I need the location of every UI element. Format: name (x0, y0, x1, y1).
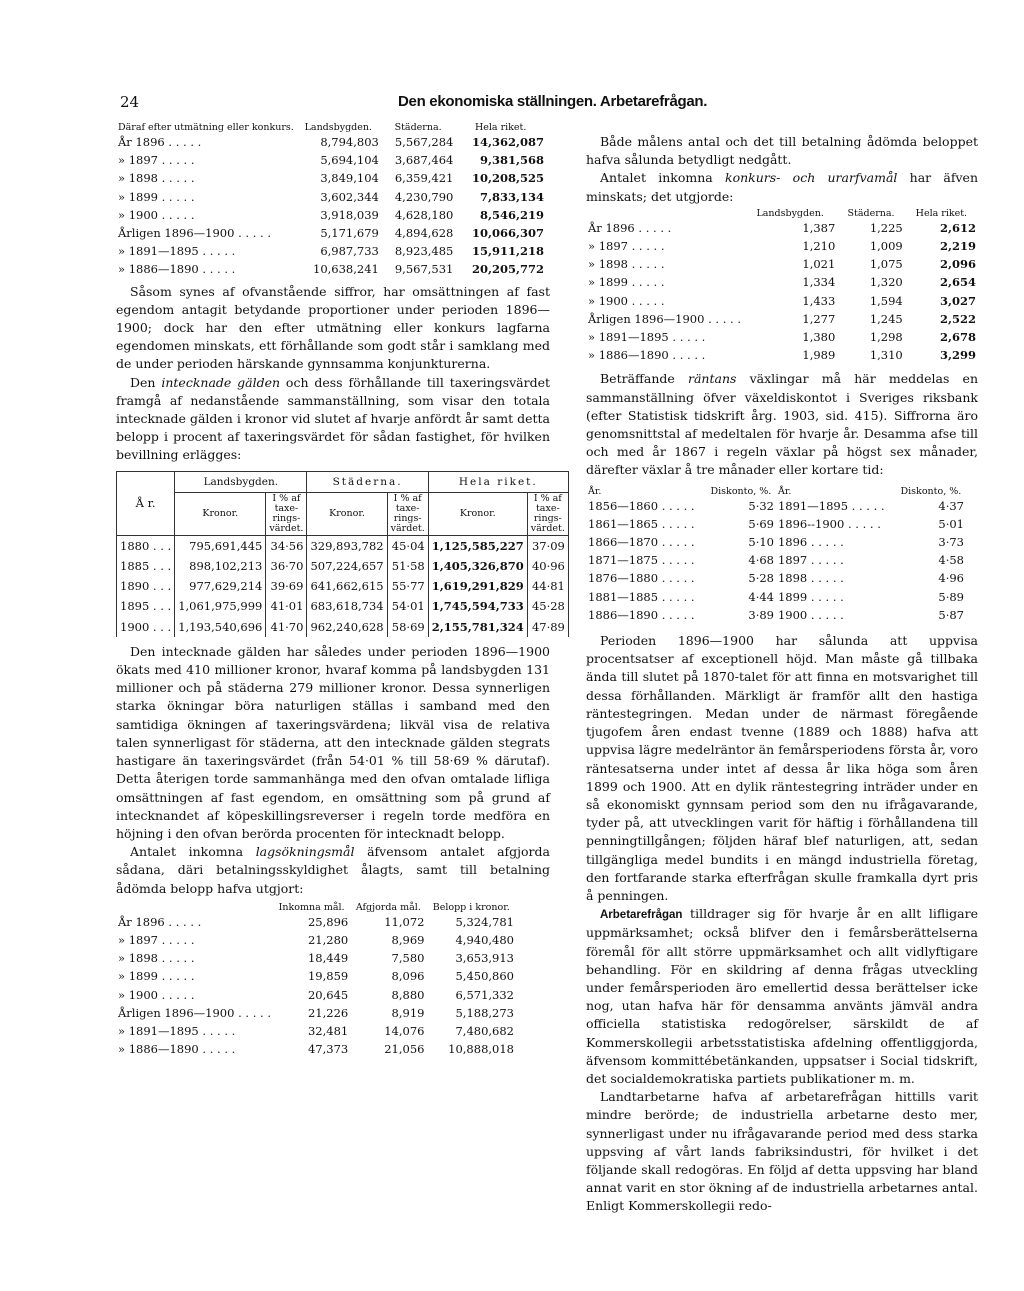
table-cell: 21,226 (307, 1005, 349, 1020)
table-cell: 5,567,284 (394, 135, 454, 149)
table-row (117, 596, 569, 616)
table-cell: 1,210 (802, 239, 836, 254)
table-cell: 3·89 (748, 607, 774, 622)
table-cell: 3·73 (938, 535, 964, 550)
row-label: 1880 . . . (117, 535, 175, 556)
table-cell: 3,918,039 (320, 207, 379, 222)
table-cell: 7,580 (391, 951, 425, 966)
table-cell: 1,075 (869, 257, 903, 272)
table-row (116, 986, 516, 1004)
table-row (116, 931, 516, 949)
table-row (116, 169, 546, 187)
row-label: 1895 . . . (117, 596, 175, 616)
table-row (586, 588, 966, 606)
table-row (116, 206, 546, 224)
table-cell: 2,096 (939, 257, 976, 272)
row-label: 1871—1875 . . . . . (588, 553, 695, 568)
table-cell: 15,911,218 (471, 244, 544, 259)
table-row (117, 617, 569, 637)
table-cell: 1,009 (869, 239, 903, 254)
table-row (116, 1022, 516, 1040)
row-label: 1891—1895 . . . . . (777, 498, 885, 513)
row-label: 1897 . . . . . (777, 553, 844, 568)
paragraph: Beträffande räntans växlingar må här meddelas en sammanställning öfver växeldiskontot i Sveriges riksbank (efter Statistisk tidskrift årg. 1903, sid. 415). Siffrorna äro genomsnittstal af medeltalen för hvarje år. Desamma afse till och med år 1867 i regeln växlar på högst sex månader, därefter växlar å tre månader eller kortare tid: (586, 371, 978, 478)
col-header: År. (588, 485, 602, 497)
table-cell: 5·32 (748, 498, 774, 513)
inteckning-table (116, 471, 569, 637)
row-label: » 1899 . . . . . (588, 275, 665, 290)
table-cell: 1,745,594,733 (428, 596, 527, 616)
row-label: » 1899 . . . . . (118, 969, 195, 984)
table-cell: 45·28 (527, 596, 568, 616)
table-cell: 8,546,219 (479, 207, 544, 222)
row-label: » 1900 . . . . . (118, 987, 195, 1002)
row-label: » 1900 . . . . . (118, 207, 195, 222)
table-cell: 4·68 (748, 553, 774, 568)
table-row (586, 569, 966, 587)
table-cell: 7,833,134 (479, 189, 544, 204)
table-cell: 507,224,657 (307, 556, 387, 576)
table-cell: 7,480,682 (455, 1023, 514, 1038)
table-cell: 21,280 (307, 932, 349, 947)
table-cell: 1,989 (802, 348, 836, 363)
row-label: 1900 . . . . . (777, 607, 844, 622)
col-header: Hela riket. (474, 122, 527, 133)
row-label: » 1897 . . . . . (588, 239, 665, 254)
row-label: » 1900 . . . . . (588, 293, 665, 308)
table-cell: 1,125,585,227 (428, 535, 527, 556)
paragraph: Både målens antal och det till betalning ådömda beloppet hafva sålunda betydligt nedgått. (586, 134, 978, 168)
table-cell: 45·04 (387, 535, 428, 556)
table-cell: 2,612 (939, 220, 976, 235)
table-cell: 6,571,332 (455, 987, 514, 1002)
col-header: I % af taxe-rings-värdet. (266, 492, 307, 535)
table-cell: 4,940,480 (455, 932, 514, 947)
table-cell: 1,277 (802, 311, 836, 326)
row-label: 1866—1870 . . . . . (588, 535, 695, 550)
table-cell: 18,449 (307, 951, 349, 966)
table-cell: 329,893,782 (307, 535, 387, 556)
table-cell: 34·56 (266, 535, 307, 556)
table-cell: 5·01 (938, 516, 964, 531)
table-row (586, 515, 966, 533)
table-cell: 3,849,104 (320, 171, 379, 186)
table-cell: 898,102,213 (175, 556, 266, 576)
table-cell: 54·01 (387, 596, 428, 616)
col-header: År. (777, 485, 792, 497)
col-header: Hela riket. (915, 207, 968, 219)
col-header: Landsbygden. (304, 122, 373, 133)
table-cell: 2,219 (939, 239, 976, 254)
row-label: » 1897 . . . . . (118, 153, 195, 168)
konkurs-table (586, 208, 978, 365)
table-cell: 47·89 (527, 617, 568, 637)
row-label: År 1896 . . . . . (118, 914, 202, 929)
paragraph: Landtarbetarne hafva af arbetarefrågan hittills varit mindre berörde; de industriella arbetarne desto mer, synnerligast under nu ifrågavarande period med dess starka uppsving af vårt lands fabriksindustri, för hvilket i det följande skall redogöras. En följd af detta uppsving har bland annat varit en stor ökning af de industriella arbetarnes antal. Enligt Kommerskollegii redo- (586, 1089, 978, 1214)
col-header: Kronor. (307, 492, 387, 535)
table-row (586, 497, 966, 515)
paragraph: Arbetarefrågan tilldrager sig för hvarje år en allt lifligare uppmärksamhet; också blifver den i femårsberättelserna föremål för allt större uppmärksamhet och allt vidlyftigare behandling. För en skildring af denna frågas utveckling under femårsperioden äro emellertid dessa berättelser icke nog, utan hafva här för densamma använts jämväl andra officiella statistiska redogörelser, särskildt de af Kommerskollegii arbetsstatistiska afdelning offentliggjorda, äfvensom kommittébetänkanden, uppsatser i Social tidskrift, det socialdemokratiska partiets publikationer m. m. (586, 906, 978, 1086)
table-row (586, 273, 978, 291)
table-cell: 1,380 (802, 330, 836, 345)
table-row (116, 1040, 516, 1058)
row-label: 1856—1860 . . . . . (588, 498, 695, 513)
row-label: » 1891—1895 . . . . . (118, 244, 236, 259)
table-cell: 962,240,628 (307, 617, 387, 637)
table-cell: 5·10 (748, 535, 774, 550)
table-cell: 1,225 (869, 220, 903, 235)
table-row (116, 967, 516, 985)
table-cell: 21,056 (384, 1042, 425, 1057)
table-row (116, 1004, 516, 1022)
table-cell: 41·70 (266, 617, 307, 637)
right-column (586, 133, 978, 1216)
table-row (116, 133, 546, 151)
table-cell: 2,155,781,324 (428, 617, 527, 637)
table-cell: 19,859 (307, 969, 349, 984)
table-row (586, 292, 978, 310)
row-label: 1886—1890 . . . . . (588, 607, 695, 622)
col-header: Landsbygden. (756, 207, 824, 219)
col-header: Landsbygden. (175, 471, 307, 492)
table-cell: 795,691,445 (175, 535, 266, 556)
table-row (586, 606, 966, 624)
table-cell: 9,567,531 (394, 262, 454, 277)
table-cell: 4·44 (748, 589, 774, 604)
table-cell: 37·09 (527, 535, 568, 556)
table-cell: 2,654 (939, 275, 976, 290)
table-row (117, 556, 569, 576)
row-label: 1900 . . . (117, 617, 175, 637)
table-row (586, 533, 966, 551)
table-cell: 25,896 (307, 914, 349, 929)
table-cell: 5,188,273 (455, 1005, 514, 1020)
table-cell: 5,171,679 (320, 226, 379, 241)
table-cell: 32,481 (307, 1023, 349, 1038)
table-cell: 11,072 (384, 914, 425, 929)
table-cell: 1,193,540,696 (175, 617, 266, 637)
table-cell: 14,362,087 (471, 135, 544, 149)
table-cell: 8,880 (391, 987, 425, 1002)
table-cell: 1,594 (869, 293, 903, 308)
col-header: I % af taxe-rings-värdet. (387, 492, 428, 535)
table-cell: 10,888,018 (448, 1042, 514, 1057)
table-cell: 5·69 (748, 516, 774, 531)
table-cell: 3,687,464 (394, 153, 454, 168)
table-cell: 5,324,781 (455, 914, 514, 929)
table-cell: 55·77 (387, 576, 428, 596)
table-cell: 1,320 (869, 275, 903, 290)
table-cell: 8,923,485 (394, 244, 454, 259)
table-row (117, 535, 569, 556)
col-header: Å r. (117, 471, 175, 535)
row-label: År 1896 . . . . . (588, 220, 672, 235)
table-cell: 10,066,307 (471, 226, 544, 241)
row-label: Årligen 1896—1900 . . . . . (118, 226, 271, 241)
col-header: I % af taxe-rings-värdet. (527, 492, 568, 535)
left-column (116, 122, 565, 1058)
table-row (586, 237, 978, 255)
col-header: Inkomna mål. (278, 901, 345, 913)
table-cell: 3,653,913 (455, 951, 514, 966)
table-row (586, 551, 966, 569)
row-label: 1881—1885 . . . . . (588, 589, 695, 604)
row-label: » 1897 . . . . . (118, 932, 195, 947)
col-header: Afgjorda mål. (355, 901, 421, 913)
table-cell: 3,602,344 (320, 189, 379, 204)
table-cell: 58·69 (387, 617, 428, 637)
col-header: Diskonto, %. (900, 485, 962, 497)
table-cell: 6,987,733 (320, 244, 379, 259)
table-cell: 4,894,628 (394, 226, 454, 241)
row-label: 1890 . . . (117, 576, 175, 596)
table-row (586, 219, 978, 237)
row-label: 1896--1900 . . . . . (777, 516, 881, 531)
paragraph: Antalet inkomna konkurs- och urarfvamål har äfven minskats; det utgjorde: (586, 170, 978, 204)
table-row (586, 328, 978, 346)
table-cell: 39·69 (266, 576, 307, 596)
row-label: » 1886—1890 . . . . . (118, 1042, 236, 1057)
table-cell: 2,678 (939, 330, 976, 345)
table-cell: 8,096 (391, 969, 425, 984)
table-cell: 8,969 (391, 932, 425, 947)
table-cell: 5·89 (938, 589, 964, 604)
page-number: 24 (120, 93, 140, 111)
col-header: Städerna. (307, 471, 428, 492)
table-cell: 4·96 (938, 571, 964, 586)
col-header: Städerna. (847, 207, 895, 219)
row-label: 1898 . . . . . (777, 571, 844, 586)
table-cell: 1,245 (869, 311, 903, 326)
table-cell: 2,522 (939, 311, 976, 326)
table-cell: 1,334 (802, 275, 836, 290)
table-row (116, 151, 546, 169)
table-cell: 4·58 (938, 553, 964, 568)
table-cell: 1,021 (802, 257, 836, 272)
table-cell: 47,373 (307, 1042, 349, 1057)
paragraph: Den intecknade gälden och dess förhållande till taxeringsvärdet framgå af nedanstående sammanställning, som visar den totala intecknade gälden i kronor vid slutet af hvarje anfördt år samt detta belopp i procent af taxeringsvärdet för sådan fastighet, för hvilken bevillning erlägges: (116, 374, 550, 463)
table-row (117, 576, 569, 596)
row-label: » 1898 . . . . . (588, 257, 665, 272)
row-label: 1861—1865 . . . . . (588, 516, 695, 531)
table-cell: 10,208,525 (471, 171, 544, 186)
table-row (586, 310, 978, 328)
table-row (116, 913, 516, 931)
table-cell: 1,405,326,870 (428, 556, 527, 576)
table-cell: 641,662,615 (307, 576, 387, 596)
table-cell: 40·96 (527, 556, 568, 576)
table-cell: 1,310 (869, 348, 903, 363)
table-cell: 3,299 (939, 348, 976, 363)
row-label: 1876—1880 . . . . . (588, 571, 695, 586)
running-title: Den ekonomiska ställningen. Arbetarefrågan. (398, 93, 708, 110)
diskonto-table (586, 486, 966, 624)
table-cell: 10,638,241 (313, 262, 379, 277)
table-cell: 1,298 (869, 330, 903, 345)
row-label: År 1896 . . . . . (118, 135, 202, 149)
table-cell: 41·01 (266, 596, 307, 616)
table-row (116, 260, 546, 278)
table-cell: 6,359,421 (394, 171, 454, 186)
table-cell: 5,450,860 (455, 969, 514, 984)
table-row (586, 346, 978, 364)
table-cell: 1,387 (802, 220, 836, 235)
table-cell: 1,433 (802, 293, 836, 308)
row-label: » 1891—1895 . . . . . (118, 1023, 236, 1038)
table-cell: 8,919 (391, 1005, 425, 1020)
table-cell: 36·70 (266, 556, 307, 576)
lagsokning-table (116, 902, 516, 1059)
table-cell: 20,645 (307, 987, 349, 1002)
table-cell: 1,619,291,829 (428, 576, 527, 596)
col-header: Kronor. (175, 492, 266, 535)
table-cell: 4,628,180 (394, 207, 454, 222)
row-label: 1899 . . . . . (777, 589, 844, 604)
col-header: Däraf efter utmätning eller konkurs. (118, 122, 294, 133)
table-cell: 977,629,214 (175, 576, 266, 596)
table-cell: 20,205,772 (471, 262, 544, 277)
table-cell: 3,027 (939, 293, 976, 308)
row-label: Årligen 1896—1900 . . . . . (588, 311, 741, 326)
table-cell: 5,694,104 (320, 153, 379, 168)
col-header: Diskonto, %. (710, 485, 772, 497)
table-cell: 44·81 (527, 576, 568, 596)
row-label: » 1891—1895 . . . . . (588, 330, 706, 345)
table-cell: 9,381,568 (479, 153, 544, 168)
col-header: Hela riket. (428, 471, 568, 492)
table-cell: 4·37 (938, 498, 964, 513)
table-row (586, 255, 978, 273)
col-header: Belopp i kronor. (432, 901, 510, 913)
row-label: » 1898 . . . . . (118, 951, 195, 966)
col-header: Städerna. (394, 122, 442, 133)
lagfart-table (116, 122, 546, 279)
table-row (116, 949, 516, 967)
row-label: 1885 . . . (117, 556, 175, 576)
table-cell: 51·58 (387, 556, 428, 576)
row-label: » 1898 . . . . . (118, 171, 195, 186)
row-label: Årligen 1896—1900 . . . . . (118, 1005, 271, 1020)
table-row (116, 242, 546, 260)
table-cell: 5·28 (748, 571, 774, 586)
col-header: Kronor. (428, 492, 527, 535)
table-cell: 4,230,790 (394, 189, 454, 204)
table-cell: 8,794,803 (320, 135, 379, 149)
row-label: » 1886—1890 . . . . . (118, 262, 236, 277)
paragraph: Antalet inkomna lagsökningsmål äfvensom antalet afgjorda sådana, däri betalningsskyldighet ålagts, samt till betalning ådömda belopp hafva utgjort: (116, 844, 550, 896)
paragraph: Den intecknade gälden har således under perioden 1896—1900 ökats med 410 millioner kronor, hvaraf komma på landsbygden 131 millioner och på städerna 279 millioner kronor. Dessa synnerligen starka ökningar böra naturligen ställas i samband med den samtidiga ökningen af taxeringsvärdena; likväl visa de relativa talen synnerligast för städerna, att den intecknade gälden stegrats hastigare än taxeringsvärdet (från 54·01 % till 58·69 % därutaf). Detta återigen torde sammanhänga med den ofvan omtalade lifliga omsättningen af fast egendom, en omsättning som på grund af intecknandet af köpeskillingsreverser i regeln torde medföra en höjning i den ofvan berörda procenten för intecknadt belopp. (116, 643, 550, 841)
row-label: » 1886—1890 . . . . . (588, 348, 706, 363)
row-label: » 1899 . . . . . (118, 189, 195, 204)
table-cell: 14,076 (384, 1023, 425, 1038)
table-row (116, 188, 546, 206)
table-row (116, 224, 546, 242)
table-cell: 683,618,734 (307, 596, 387, 616)
row-label: 1896 . . . . . (777, 535, 844, 550)
paragraph: Såsom synes af ofvanstående siffror, har omsättningen af fast egendom antagit betydande proportioner under perioden 1896—1900; dock har den efter utmätning eller konkurs lagfarna egendomen minskats, ett förhållande som godt står i samklang med de under perioden härskande gynnsamma konjunkturerna. (116, 283, 550, 372)
table-cell: 1,061,975,999 (175, 596, 266, 616)
paragraph: Perioden 1896—1900 har sålunda att uppvisa procentsatser af exceptionell höjd. Man måste gå tillbaka ända till slutet på 1870-talet för att finna en motsvarighet till dessa förhållanden. Märkligt är framför allt den hastiga räntestegringen. Medan under de närmast föregående tjugofem åren endast tvenne (1889 och 1888) hafva att uppvisa lägre medelräntor än femårsperiodens första år, voro räntesatserna under intet af dessa år lika höga som åren 1899 och 1900. Att en dylik räntestegring inträder under en så ekonomiskt gynnsam period som den nu ifrågavarande, tyder på, att utvecklingen varit för häftig i förhållandena till penningtillgången; följden häraf blef naturligen, att, sedan tillgängliga medel bundits i en mängd industriella företag, den fortfarande starka efterfrågan skulle framkalla dyrt pris å penningen. (586, 633, 978, 903)
table-cell: 5·87 (938, 607, 964, 622)
